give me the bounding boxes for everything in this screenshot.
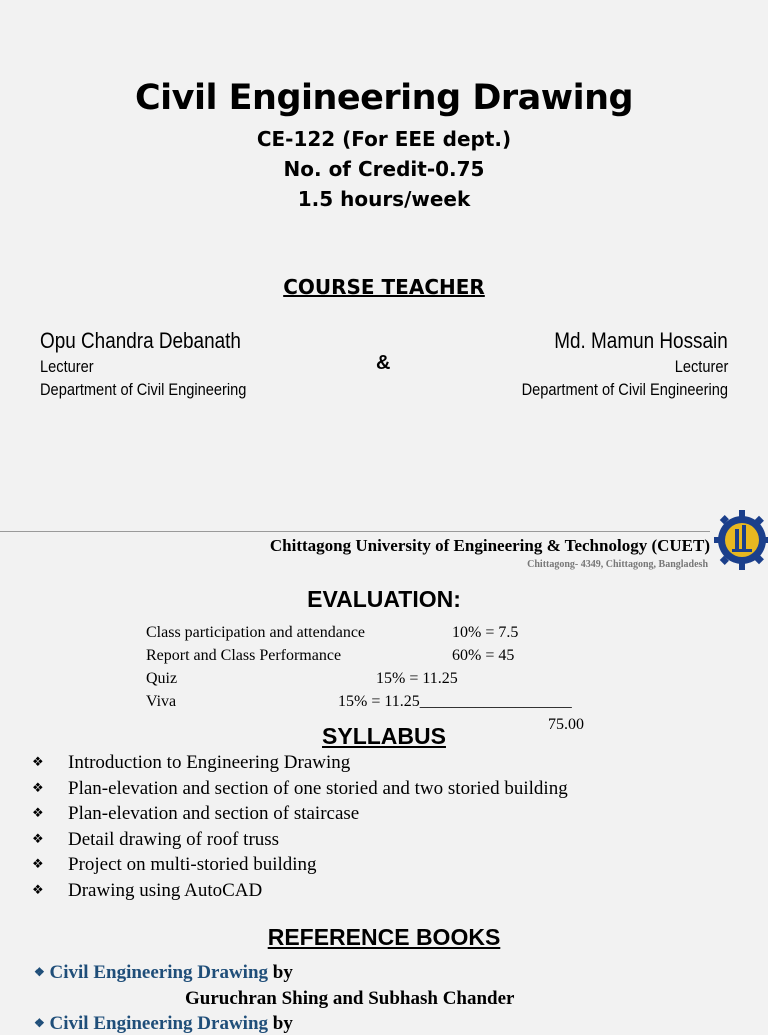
evaluation-row-label: Viva xyxy=(146,693,177,710)
diamond-bullet-icon: ❖ xyxy=(32,779,44,795)
evaluation-row-value: 10% = 7.5 xyxy=(452,624,519,641)
teacher-right-title: Lecturer xyxy=(674,357,728,376)
evaluation-row-label: Class participation and attendance xyxy=(146,624,366,641)
list-item: ❖ Introduction to Engineering Drawing xyxy=(32,752,351,773)
diamond-bullet-icon: ❖ xyxy=(32,805,44,821)
reference-title: Civil Engineering Drawing xyxy=(49,1013,269,1034)
list-item: ❖ Project on multi-storied building xyxy=(32,854,317,876)
evaluation-heading: EVALUATION: xyxy=(307,586,461,612)
teacher-left-department: Department of Civil Engineering xyxy=(40,380,247,399)
course-teacher-heading: COURSE TEACHER xyxy=(283,275,485,299)
syllabus-heading: SYLLABUS xyxy=(322,723,446,749)
reference-by: by xyxy=(272,1013,293,1034)
list-item: ❖ Plan-elevation and section of one storied and two storied building xyxy=(32,777,568,799)
reference-item xyxy=(34,1013,293,1035)
course-code: CE-122 (For EEE dept.) xyxy=(256,127,512,151)
syllabus-list xyxy=(32,752,568,906)
evaluation-row-value: 60% = 45 xyxy=(452,647,515,664)
evaluation-row-label: Report and Class Performance xyxy=(146,647,342,664)
evaluation-row-value: 15% = 11.25 xyxy=(376,670,458,687)
university-address: Chittagong- 4349, Chittagong, Bangladesh xyxy=(527,559,708,570)
reference-item xyxy=(34,962,293,984)
teacher-right-department: Department of Civil Engineering xyxy=(521,380,728,399)
page-title: Civil Engineering Drawing xyxy=(134,78,634,118)
reference-title: Civil Engineering Drawing xyxy=(49,962,269,983)
evaluation-row-label: Quiz xyxy=(146,670,178,687)
list-item: ❖ Detail drawing of roof truss xyxy=(32,828,280,850)
diamond-bullet-icon: ❖ xyxy=(32,830,44,846)
teacher-separator: & xyxy=(376,352,391,374)
list-item: ❖ Plan-elevation and section of staircase xyxy=(32,803,360,825)
teacher-left-title: Lecturer xyxy=(40,357,94,376)
diamond-bullet-icon: ❖ xyxy=(32,754,44,769)
diamond-bullet-icon: ❖ xyxy=(32,856,44,872)
cuet-logo-icon xyxy=(712,505,768,575)
university-name: Chittagong University of Engineering & Technology (CUET) xyxy=(269,536,710,555)
credit-info: No. of Credit-0.75 xyxy=(283,157,485,181)
evaluation-row-value: 15% = 11.25___________________ xyxy=(338,693,572,710)
diamond-bullet-icon: ❖ xyxy=(34,1016,45,1030)
teacher-left-name: Opu Chandra Debanath xyxy=(40,328,241,353)
diamond-bullet-icon: ❖ xyxy=(32,881,44,897)
diamond-bullet-icon: ❖ xyxy=(34,965,45,979)
hours-info: 1.5 hours/week xyxy=(297,187,471,211)
list-item: ❖ Drawing using AutoCAD xyxy=(32,879,263,901)
teacher-right-name: Md. Mamun Hossain xyxy=(554,328,728,353)
divider-line xyxy=(0,531,710,532)
reference-authors: Guruchran Shing and Subhash Chander xyxy=(185,988,515,1009)
reference-by: by xyxy=(272,962,293,983)
reference-books-heading: REFERENCE BOOKS xyxy=(267,924,501,950)
evaluation-total: 75.00 xyxy=(548,716,584,733)
